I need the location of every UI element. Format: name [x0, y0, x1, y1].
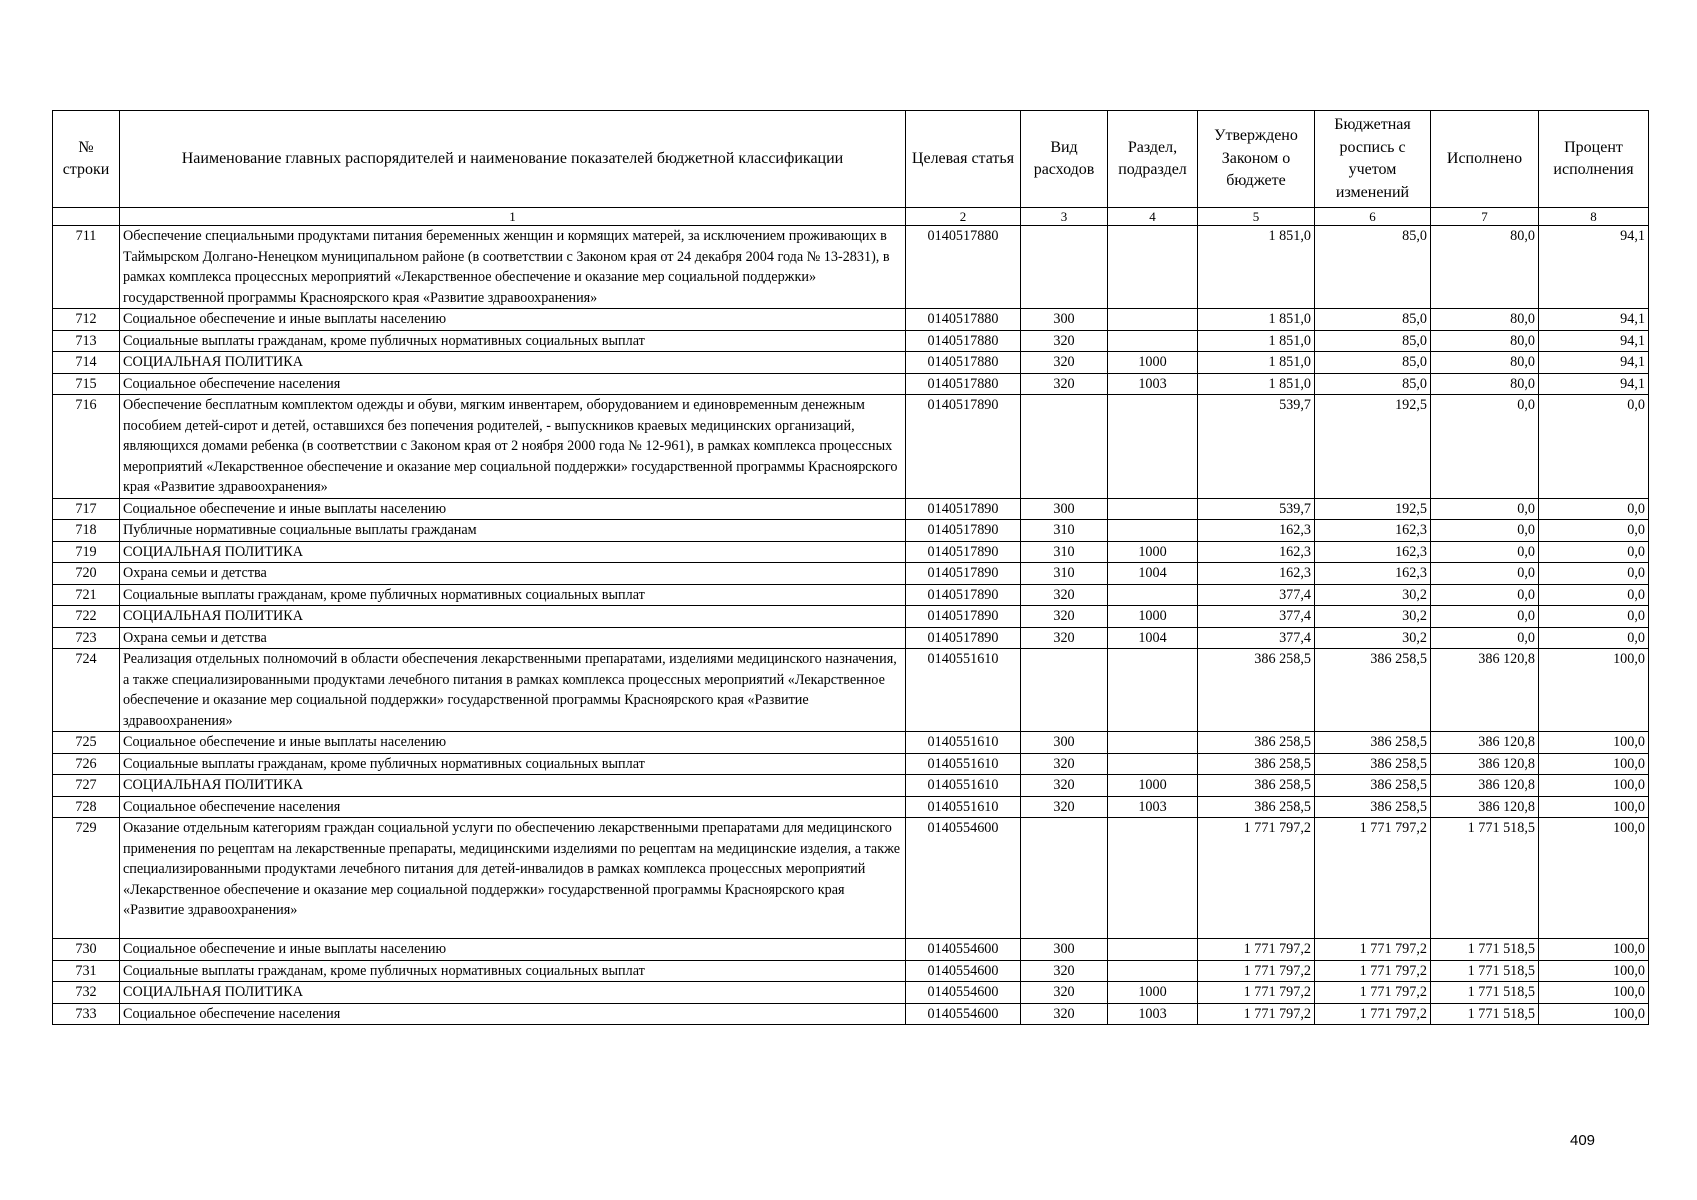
percent-executed: 94,1	[1539, 309, 1649, 331]
budget-amount: 1 771 797,2	[1315, 939, 1431, 961]
row-number: 718	[53, 520, 120, 542]
budget-amount: 1 771 797,2	[1315, 960, 1431, 982]
budget-amount: 1 771 797,2	[1315, 818, 1431, 939]
table-row	[53, 373, 1649, 395]
row-number: 730	[53, 939, 120, 961]
executed-amount: 0,0	[1431, 627, 1539, 649]
row-number: 723	[53, 627, 120, 649]
item-name: Обеспечение бесплатным комплектом одежды и обуви, мягким инвентарем, оборудованием и единовременным денежным пособием детей-сирот и детей, оставшихся без попечения родителей, - выпускников краевых медицинских организаций, являющихся домами ребенка (в соответствии с Законом края от 2 ноября 2000 года № 12-961), в рамках комплекса процессных мероприятий «Лекарственное обеспечение и оказание мер социальной поддержки» государственной программы Красноярского края «Развитие здравоохранения»	[120, 395, 906, 499]
table-row	[53, 395, 1649, 499]
table-row	[53, 627, 1649, 649]
approved-amount: 162,3	[1198, 520, 1315, 542]
table-row	[53, 352, 1649, 374]
target-article: 0140554600	[906, 960, 1021, 982]
column-number: 7	[1431, 208, 1539, 226]
approved-amount: 1 771 797,2	[1198, 1003, 1315, 1025]
executed-amount: 80,0	[1431, 373, 1539, 395]
expense-type	[1021, 226, 1108, 309]
row-number: 716	[53, 395, 120, 499]
header-target-article: Целевая статья	[906, 111, 1021, 208]
table-row	[53, 753, 1649, 775]
table-row	[53, 939, 1649, 961]
section-code	[1108, 753, 1198, 775]
target-article: 0140551610	[906, 753, 1021, 775]
budget-amount: 85,0	[1315, 309, 1431, 331]
section-code: 1000	[1108, 982, 1198, 1004]
approved-amount: 539,7	[1198, 395, 1315, 499]
section-code	[1108, 520, 1198, 542]
expense-type: 320	[1021, 982, 1108, 1004]
section-code: 1000	[1108, 775, 1198, 797]
table-row	[53, 606, 1649, 628]
expense-type: 320	[1021, 796, 1108, 818]
budget-amount: 192,5	[1315, 498, 1431, 520]
budget-amount: 85,0	[1315, 226, 1431, 309]
table-row	[53, 226, 1649, 309]
target-article: 0140551610	[906, 775, 1021, 797]
section-code: 1004	[1108, 627, 1198, 649]
target-article: 0140517880	[906, 373, 1021, 395]
row-number: 713	[53, 330, 120, 352]
executed-amount: 0,0	[1431, 606, 1539, 628]
percent-executed: 0,0	[1539, 498, 1649, 520]
row-number: 717	[53, 498, 120, 520]
approved-amount: 1 771 797,2	[1198, 939, 1315, 961]
executed-amount: 386 120,8	[1431, 753, 1539, 775]
section-code	[1108, 226, 1198, 309]
expense-type: 310	[1021, 563, 1108, 585]
target-article: 0140554600	[906, 939, 1021, 961]
percent-executed: 100,0	[1539, 753, 1649, 775]
executed-amount: 386 120,8	[1431, 732, 1539, 754]
item-name: Социальное обеспечение и иные выплаты населению	[120, 939, 906, 961]
expense-type	[1021, 649, 1108, 732]
table-header-row	[53, 111, 1649, 208]
item-name: СОЦИАЛЬНАЯ ПОЛИТИКА	[120, 352, 906, 374]
page-number: 409	[1570, 1132, 1596, 1149]
table-row	[53, 1003, 1649, 1025]
item-name: Социальное обеспечение и иные выплаты населению	[120, 309, 906, 331]
table-body	[53, 226, 1649, 1025]
header-executed: Исполнено	[1431, 111, 1539, 208]
percent-executed: 100,0	[1539, 939, 1649, 961]
row-number: 711	[53, 226, 120, 309]
target-article: 0140554600	[906, 982, 1021, 1004]
approved-amount: 162,3	[1198, 541, 1315, 563]
row-number: 714	[53, 352, 120, 374]
section-code: 1003	[1108, 1003, 1198, 1025]
target-article: 0140517890	[906, 627, 1021, 649]
header-approved: Утверждено Законом о бюджете	[1198, 111, 1315, 208]
executed-amount: 80,0	[1431, 352, 1539, 374]
table-row	[53, 649, 1649, 732]
target-article: 0140517890	[906, 563, 1021, 585]
executed-amount: 0,0	[1431, 541, 1539, 563]
row-number: 731	[53, 960, 120, 982]
row-number: 715	[53, 373, 120, 395]
header-section: Раздел, подраздел	[1108, 111, 1198, 208]
percent-executed: 100,0	[1539, 796, 1649, 818]
approved-amount: 386 258,5	[1198, 753, 1315, 775]
column-number: 2	[906, 208, 1021, 226]
section-code: 1004	[1108, 563, 1198, 585]
approved-amount: 386 258,5	[1198, 796, 1315, 818]
item-name: Социальные выплаты гражданам, кроме публичных нормативных социальных выплат	[120, 753, 906, 775]
percent-executed: 0,0	[1539, 627, 1649, 649]
executed-amount: 80,0	[1431, 309, 1539, 331]
item-name: Социальные выплаты гражданам, кроме публичных нормативных социальных выплат	[120, 330, 906, 352]
expense-type: 300	[1021, 732, 1108, 754]
target-article: 0140517880	[906, 309, 1021, 331]
row-number: 728	[53, 796, 120, 818]
expense-type	[1021, 395, 1108, 499]
section-code	[1108, 818, 1198, 939]
budget-amount: 192,5	[1315, 395, 1431, 499]
target-article: 0140517890	[906, 606, 1021, 628]
approved-amount: 377,4	[1198, 627, 1315, 649]
approved-amount: 386 258,5	[1198, 649, 1315, 732]
item-name: Социальное обеспечение и иные выплаты населению	[120, 498, 906, 520]
budget-amount: 162,3	[1315, 563, 1431, 585]
row-number: 725	[53, 732, 120, 754]
target-article: 0140554600	[906, 1003, 1021, 1025]
expense-type: 320	[1021, 330, 1108, 352]
header-percent: Процент исполнения	[1539, 111, 1649, 208]
item-name: СОЦИАЛЬНАЯ ПОЛИТИКА	[120, 606, 906, 628]
table-row	[53, 498, 1649, 520]
table-row	[53, 982, 1649, 1004]
item-name: Социальное обеспечение и иные выплаты населению	[120, 732, 906, 754]
expense-type	[1021, 818, 1108, 939]
item-name: Реализация отдельных полномочий в области обеспечения лекарственными препаратами, изделиями медицинского назначения, а также специализированными продуктами лечебного питания в рамках комплекса процессных мероприятий «Лекарственное обеспечение и оказание мер социальной поддержки» государственной программы Красноярского края «Развитие здравоохранения»	[120, 649, 906, 732]
budget-amount: 386 258,5	[1315, 649, 1431, 732]
table-row	[53, 309, 1649, 331]
percent-executed: 0,0	[1539, 541, 1649, 563]
section-code: 1000	[1108, 541, 1198, 563]
executed-amount: 1 771 518,5	[1431, 1003, 1539, 1025]
percent-executed: 94,1	[1539, 352, 1649, 374]
executed-amount: 1 771 518,5	[1431, 982, 1539, 1004]
budget-table	[52, 110, 1649, 1025]
percent-executed: 0,0	[1539, 395, 1649, 499]
percent-executed: 0,0	[1539, 584, 1649, 606]
row-number: 727	[53, 775, 120, 797]
table-row	[53, 775, 1649, 797]
expense-type: 300	[1021, 309, 1108, 331]
section-code	[1108, 732, 1198, 754]
section-code	[1108, 395, 1198, 499]
header-row-number: № строки	[53, 111, 120, 208]
target-article: 0140517890	[906, 520, 1021, 542]
row-number: 722	[53, 606, 120, 628]
column-number: 3	[1021, 208, 1108, 226]
table-row	[53, 960, 1649, 982]
expense-type: 320	[1021, 584, 1108, 606]
executed-amount: 80,0	[1431, 226, 1539, 309]
row-number: 732	[53, 982, 120, 1004]
executed-amount: 0,0	[1431, 563, 1539, 585]
percent-executed: 100,0	[1539, 732, 1649, 754]
expense-type: 300	[1021, 498, 1108, 520]
executed-amount: 0,0	[1431, 520, 1539, 542]
percent-executed: 0,0	[1539, 606, 1649, 628]
item-name: Публичные нормативные социальные выплаты гражданам	[120, 520, 906, 542]
executed-amount: 80,0	[1431, 330, 1539, 352]
budget-amount: 85,0	[1315, 330, 1431, 352]
expense-type: 310	[1021, 541, 1108, 563]
section-code	[1108, 960, 1198, 982]
budget-amount: 1 771 797,2	[1315, 982, 1431, 1004]
column-number-blank	[53, 208, 120, 226]
section-code	[1108, 330, 1198, 352]
column-number-row	[53, 208, 1649, 226]
section-code	[1108, 649, 1198, 732]
item-name: Охрана семьи и детства	[120, 563, 906, 585]
target-article: 0140517880	[906, 226, 1021, 309]
approved-amount: 386 258,5	[1198, 732, 1315, 754]
approved-amount: 1 851,0	[1198, 309, 1315, 331]
column-number: 8	[1539, 208, 1649, 226]
percent-executed: 94,1	[1539, 330, 1649, 352]
row-number: 726	[53, 753, 120, 775]
table-row	[53, 796, 1649, 818]
item-name: Социальные выплаты гражданам, кроме публичных нормативных социальных выплат	[120, 584, 906, 606]
section-code	[1108, 309, 1198, 331]
target-article: 0140551610	[906, 649, 1021, 732]
section-code: 1000	[1108, 606, 1198, 628]
item-name: Социальное обеспечение населения	[120, 373, 906, 395]
budget-amount: 85,0	[1315, 373, 1431, 395]
expense-type: 320	[1021, 606, 1108, 628]
target-article: 0140517890	[906, 541, 1021, 563]
item-name: СОЦИАЛЬНАЯ ПОЛИТИКА	[120, 982, 906, 1004]
column-number: 4	[1108, 208, 1198, 226]
budget-amount: 386 258,5	[1315, 796, 1431, 818]
target-article: 0140517890	[906, 498, 1021, 520]
expense-type: 300	[1021, 939, 1108, 961]
budget-amount: 30,2	[1315, 627, 1431, 649]
approved-amount: 1 771 797,2	[1198, 982, 1315, 1004]
target-article: 0140517880	[906, 330, 1021, 352]
header-budget-list: Бюджетная роспись с учетом изменений	[1315, 111, 1431, 208]
executed-amount: 0,0	[1431, 395, 1539, 499]
percent-executed: 0,0	[1539, 563, 1649, 585]
approved-amount: 1 851,0	[1198, 352, 1315, 374]
expense-type: 320	[1021, 1003, 1108, 1025]
approved-amount: 386 258,5	[1198, 775, 1315, 797]
budget-amount: 162,3	[1315, 520, 1431, 542]
expense-type: 310	[1021, 520, 1108, 542]
percent-executed: 100,0	[1539, 775, 1649, 797]
section-code: 1003	[1108, 373, 1198, 395]
executed-amount: 0,0	[1431, 584, 1539, 606]
table-row	[53, 563, 1649, 585]
target-article: 0140551610	[906, 796, 1021, 818]
percent-executed: 100,0	[1539, 818, 1649, 939]
percent-executed: 94,1	[1539, 373, 1649, 395]
item-name: Обеспечение специальными продуктами питания беременных женщин и кормящих матерей, за исключением проживающих в Таймырском Долгано-Ненецком муниципальном районе (в соответствии с Законом края от 24 декабря 2004 года № 13-2831), в рамках комплекса процессных мероприятий «Лекарственное обеспечение и оказание мер социальной поддержки» государственной программы Красноярского края «Развитие здравоохранения»	[120, 226, 906, 309]
budget-amount: 162,3	[1315, 541, 1431, 563]
executed-amount: 1 771 518,5	[1431, 818, 1539, 939]
approved-amount: 1 851,0	[1198, 226, 1315, 309]
row-number: 724	[53, 649, 120, 732]
approved-amount: 1 851,0	[1198, 330, 1315, 352]
expense-type: 320	[1021, 352, 1108, 374]
row-number: 729	[53, 818, 120, 939]
budget-amount: 85,0	[1315, 352, 1431, 374]
expense-type: 320	[1021, 960, 1108, 982]
item-name: Охрана семьи и детства	[120, 627, 906, 649]
expense-type: 320	[1021, 753, 1108, 775]
row-number: 712	[53, 309, 120, 331]
table-row	[53, 330, 1649, 352]
percent-executed: 100,0	[1539, 1003, 1649, 1025]
budget-amount: 1 771 797,2	[1315, 1003, 1431, 1025]
section-code	[1108, 498, 1198, 520]
approved-amount: 539,7	[1198, 498, 1315, 520]
target-article: 0140517880	[906, 352, 1021, 374]
percent-executed: 100,0	[1539, 649, 1649, 732]
section-code: 1000	[1108, 352, 1198, 374]
expense-type: 320	[1021, 775, 1108, 797]
table-row	[53, 541, 1649, 563]
header-expense-type: Вид расходов	[1021, 111, 1108, 208]
percent-executed: 0,0	[1539, 520, 1649, 542]
column-number: 6	[1315, 208, 1431, 226]
item-name: СОЦИАЛЬНАЯ ПОЛИТИКА	[120, 775, 906, 797]
section-code	[1108, 939, 1198, 961]
executed-amount: 386 120,8	[1431, 649, 1539, 732]
table-row	[53, 584, 1649, 606]
executed-amount: 1 771 518,5	[1431, 960, 1539, 982]
column-number: 1	[120, 208, 906, 226]
item-name: Социальные выплаты гражданам, кроме публичных нормативных социальных выплат	[120, 960, 906, 982]
budget-amount: 386 258,5	[1315, 753, 1431, 775]
expense-type: 320	[1021, 373, 1108, 395]
budget-amount: 386 258,5	[1315, 732, 1431, 754]
row-number: 721	[53, 584, 120, 606]
approved-amount: 1 771 797,2	[1198, 818, 1315, 939]
approved-amount: 162,3	[1198, 563, 1315, 585]
executed-amount: 0,0	[1431, 498, 1539, 520]
row-number: 733	[53, 1003, 120, 1025]
table-row	[53, 818, 1649, 939]
target-article: 0140554600	[906, 818, 1021, 939]
section-code	[1108, 584, 1198, 606]
executed-amount: 386 120,8	[1431, 775, 1539, 797]
approved-amount: 1 851,0	[1198, 373, 1315, 395]
item-name: Социальное обеспечение населения	[120, 796, 906, 818]
approved-amount: 377,4	[1198, 606, 1315, 628]
percent-executed: 100,0	[1539, 982, 1649, 1004]
table-row	[53, 520, 1649, 542]
header-name: Наименование главных распорядителей и наименование показателей бюджетной классификации	[120, 111, 906, 208]
item-name: Социальное обеспечение населения	[120, 1003, 906, 1025]
table-row	[53, 732, 1649, 754]
executed-amount: 386 120,8	[1431, 796, 1539, 818]
percent-executed: 94,1	[1539, 226, 1649, 309]
section-code: 1003	[1108, 796, 1198, 818]
item-name: СОЦИАЛЬНАЯ ПОЛИТИКА	[120, 541, 906, 563]
item-name: Оказание отдельным категориям граждан социальной услуги по обеспечению лекарственными препаратами для медицинского применения по рецептам на лекарственные препараты, медицинскими изделиями по рецептам на медицинские изделия, а также специализированными продуктами лечебного питания для детей-инвалидов в рамках комплекса процессных мероприятий «Лекарственное обеспечение и оказание мер социальной поддержки» государственной программы Красноярского края «Развитие здравоохранения»	[120, 818, 906, 939]
budget-amount: 386 258,5	[1315, 775, 1431, 797]
target-article: 0140517890	[906, 584, 1021, 606]
row-number: 719	[53, 541, 120, 563]
executed-amount: 1 771 518,5	[1431, 939, 1539, 961]
expense-type: 320	[1021, 627, 1108, 649]
target-article: 0140551610	[906, 732, 1021, 754]
row-number: 720	[53, 563, 120, 585]
target-article: 0140517890	[906, 395, 1021, 499]
budget-amount: 30,2	[1315, 606, 1431, 628]
budget-amount: 30,2	[1315, 584, 1431, 606]
approved-amount: 1 771 797,2	[1198, 960, 1315, 982]
approved-amount: 377,4	[1198, 584, 1315, 606]
percent-executed: 100,0	[1539, 960, 1649, 982]
column-number: 5	[1198, 208, 1315, 226]
